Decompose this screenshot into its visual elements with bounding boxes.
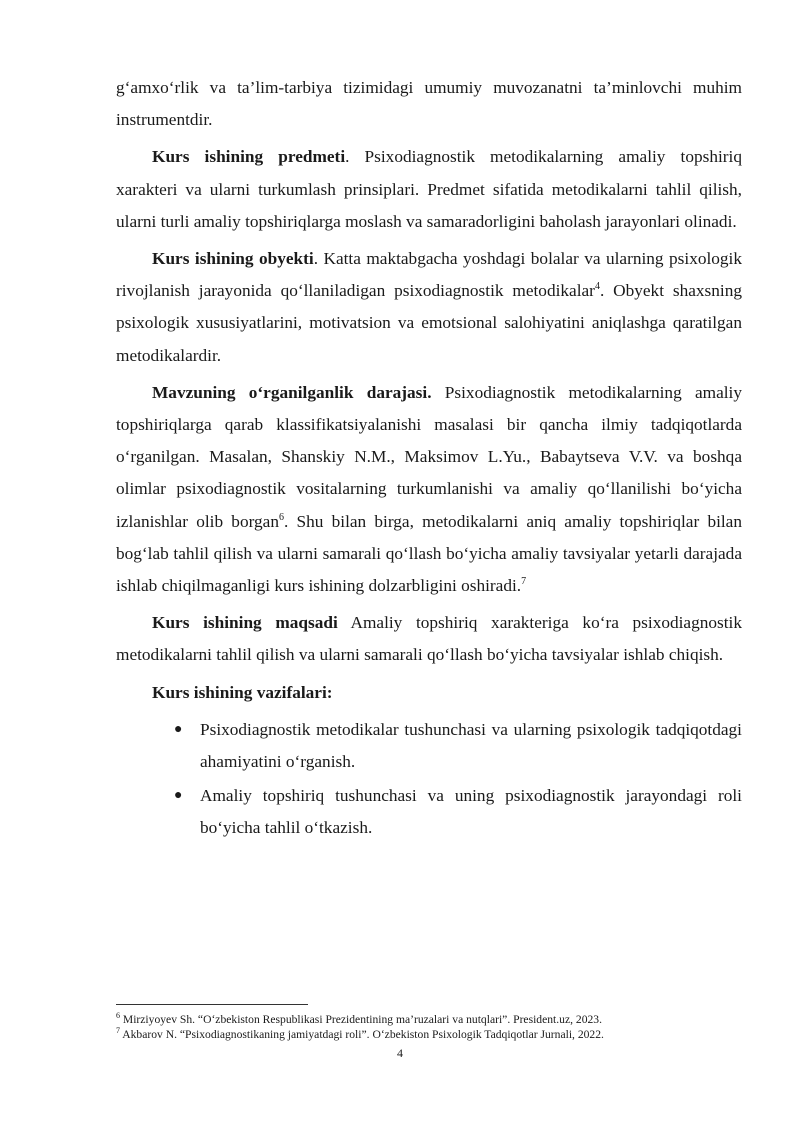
paragraph-subject: Kurs ishining predmeti. Psixodiagnostik metodikalarning amaliy topshiriq xarakteri va ularni turkumlash prinsiplari. Predmet sifatida metodikalarni tahlil qilish, ularni turli amaliy topshiriqlarga moslash va samaradorligini baholash jarayonlari olinadi.	[116, 147, 742, 231]
paragraph-continuation: g‘amxo‘rlik va ta’lim-tarbiya tizimidagi umumiy muvozanatni ta’minlovchi muhim instrumentdir.	[116, 78, 742, 130]
footnote-ref[interactable]: 7	[521, 576, 527, 588]
object-heading: Kurs ishining obyekti	[152, 249, 314, 269]
page-number: 4	[397, 1046, 403, 1060]
footnote: $^7$ Akbarov N. “Psixodiagnostikaning jamiyatdagi roli”. O‘zbekiston Psixologik Tadqiqotlar Jurnali, 2022.	[116, 1026, 604, 1041]
bullet-icon: ●	[174, 721, 183, 737]
subject-heading: Kurs ishining predmeti	[152, 147, 346, 167]
footnote-ref[interactable]: 6	[278, 511, 284, 523]
footnote-ref[interactable]: 4	[594, 281, 600, 293]
list-item: ● Psixodiagnostik metodikalar tushunchasi va ularning psixologik tadqiqotdagi ahamiyatini o‘rganish.	[200, 714, 742, 778]
tasks-list	[116, 714, 742, 845]
body-text	[116, 72, 742, 847]
paragraph-research-level: Mavzuning o‘rganilganlik darajasi. Psixodiagnostik metodikalarning amaliy topshiriqlarga qarab klassifikatsiyalanishi masalasi bir qancha ilmiy tadqiqotlarda o‘rganilgan. Masalan, Shanskiy N.M., Maksimov L.Yu., Babaytseva V.V. va boshqa olimlar psixodiagnostik vositalarning turkumlanishi va amaliy qo‘llanilishi bo‘yicha izlanishlar olib borgan$^6$. Shu bilan birga, metodikalarni aniq amaliy topshiriqlar bilan bog‘lab tahlil qilish va ularni samarali qo‘llash bo‘yicha amaliy tavsiyalar yetarli darajada ishlab chiqilmaganligi kurs ishining dolzarbligini oshiradi.$^7$	[116, 382, 742, 596]
footnote: $^6$ Mirziyoyev Sh. “O‘zbekiston Respublikasi Prezidentining ma’ruzalari va nutqlari”. President.uz, 2023.	[116, 1011, 602, 1026]
footnote-separator	[116, 1004, 308, 1005]
bullet-icon: ●	[174, 788, 183, 804]
footnotes	[116, 1012, 746, 1042]
paragraph-object: Kurs ishining obyekti. Katta maktabgacha yoshdagi bolalar va ularning psixologik rivojlanish jarayonida qo‘llaniladigan psixodiagnostik metodikalar$^4$. Obyekt shaxsning psixologik xususiyatlarini, motivatsion va emotsional salohiyatini aniqlashga qaratilgan metodikalardir.	[116, 249, 742, 365]
goal-heading: Kurs ishining maqsadi	[152, 613, 338, 633]
list-item: ● Amaliy topshiriq tushunchasi va uning psixodiagnostik jarayondagi roli bo‘yicha tahlil o‘tkazish.	[200, 780, 742, 844]
tasks-heading: Kurs ishining vazifalari:	[152, 682, 333, 702]
paragraph-goal: Kurs ishining maqsadi Amaliy topshiriq xarakteriga ko‘ra psixodiagnostik metodikalarni tahlil qilish va ularni samarali qo‘llash bo‘yicha tavsiyalar ishlab chiqish.	[116, 613, 742, 665]
research-level-heading: Mavzuning o‘rganilganlik darajasi.	[152, 382, 432, 402]
